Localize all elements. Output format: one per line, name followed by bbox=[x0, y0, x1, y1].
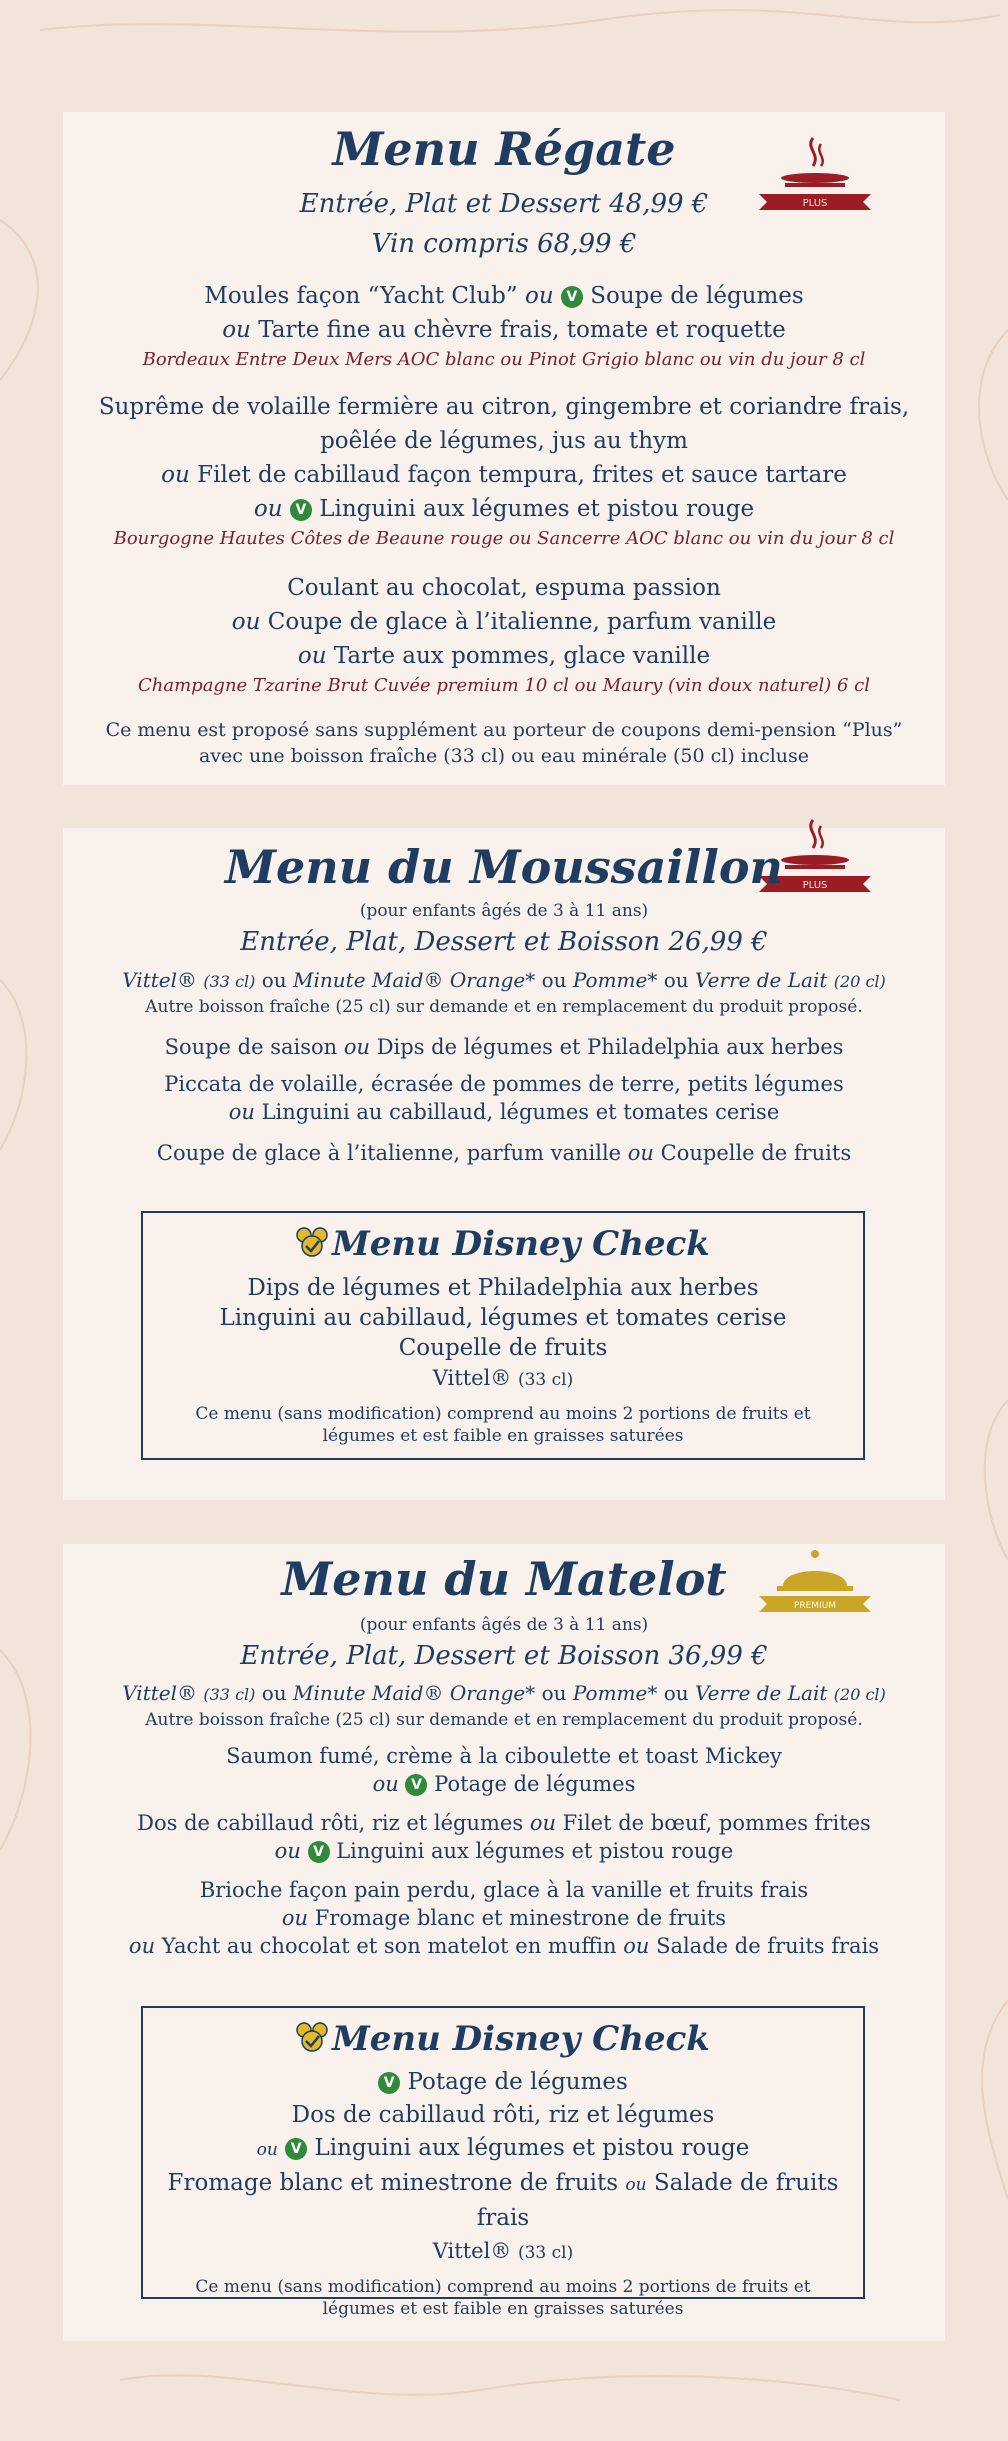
dish: Yacht au chocolat et son matelot en muffin bbox=[161, 1934, 617, 1958]
dish: Coupelle de fruits bbox=[660, 1141, 852, 1165]
dish: Tarte fine au chèvre frais, tomate et roquette bbox=[258, 317, 786, 343]
price-line: Entrée, Plat, Dessert et Boisson 36,99 € bbox=[240, 1641, 768, 1671]
or-label: ou bbox=[627, 1141, 654, 1165]
plus-badge-label: PLUS bbox=[802, 198, 828, 209]
drink: Vittel® bbox=[122, 1681, 198, 1705]
or-label: ou bbox=[372, 1772, 399, 1796]
check-item: Dips de légumes et Philadelphia aux herbes bbox=[247, 1275, 759, 1301]
dessert-section bbox=[63, 571, 945, 699]
drinks-note: Autre boisson fraîche (25 cl) sur demande et en remplacement du produit proposé. bbox=[145, 1710, 863, 1730]
dish: Piccata de volaille, écrasée de pommes de terre, petits légumes bbox=[164, 1072, 844, 1096]
check-drink: Vittel® bbox=[432, 1366, 512, 1390]
or-label: ou bbox=[541, 1681, 567, 1705]
menu-title: Menu du Moussaillon bbox=[225, 840, 783, 894]
or-label: ou bbox=[623, 1934, 650, 1958]
dish: poêlée de légumes, jus au thym bbox=[320, 428, 688, 454]
menu-title: Menu du Matelot bbox=[281, 1552, 727, 1606]
dish: Dips de légumes et Philadelphia aux herbes bbox=[376, 1035, 844, 1059]
dish: Potage de légumes bbox=[434, 1772, 636, 1796]
dish: Coupe de glace à l’italienne, parfum vanille bbox=[267, 609, 777, 635]
or-label: ou bbox=[261, 968, 287, 992]
or-label: ou bbox=[161, 462, 190, 488]
check-item: Linguini au cabillaud, légumes et tomates cerise bbox=[219, 1305, 787, 1331]
drink: Minute Maid® Orange* bbox=[293, 1681, 536, 1705]
vegetarian-v-icon: V bbox=[561, 286, 583, 308]
premium-badge-label: PREMIUM bbox=[793, 1601, 837, 1611]
dish: Dos de cabillaud rôti, riz et légumes bbox=[137, 1811, 524, 1835]
check-item: Salade de fruits frais bbox=[476, 2170, 839, 2231]
mickey-check-icon bbox=[296, 1227, 328, 1257]
or-label: ou bbox=[297, 643, 327, 669]
note-line: Ce menu est proposé sans supplément au porteur de coupons demi-pension “Plus” bbox=[105, 719, 903, 741]
dish: Linguini aux légumes et pistou rouge bbox=[336, 1839, 734, 1863]
or-label: ou bbox=[128, 1934, 156, 1958]
dish: Salade de fruits frais bbox=[656, 1934, 880, 1958]
check-note: légumes et est faible en graisses saturées bbox=[322, 1426, 684, 1446]
dish: Tarte aux pommes, glace vanille bbox=[333, 643, 711, 669]
or-label: ou bbox=[228, 1100, 255, 1124]
wine-pairing: Champagne Tzarine Brut Cuvée premium 10 cl ou Maury (vin doux naturel) 6 cl bbox=[138, 675, 870, 696]
drink-size: (33 cl) bbox=[517, 1370, 574, 1390]
or-label: ou bbox=[343, 1035, 371, 1059]
dish: Saumon fumé, crème à la ciboulette et toast Mickey bbox=[226, 1744, 782, 1768]
or-label: ou bbox=[231, 609, 261, 635]
drink-size: (33 cl) bbox=[203, 1685, 256, 1704]
dish: Filet de bœuf, pommes frites bbox=[562, 1811, 871, 1835]
menu-moussaillon-panel bbox=[63, 828, 945, 1500]
dish: Soupe de légumes bbox=[590, 283, 804, 309]
drinks-section bbox=[63, 966, 945, 1018]
vegetarian-v-icon: V bbox=[285, 2138, 307, 2160]
wine-pairing: Bordeaux Entre Deux Mers AOC blanc ou Pinot Grigio blanc ou vin du jour 8 cl bbox=[142, 349, 866, 370]
plus-badge-label: PLUS bbox=[802, 880, 828, 891]
drinks-note: Autre boisson fraîche (25 cl) sur demande et en remplacement du produit proposé. bbox=[145, 997, 863, 1017]
entree-section bbox=[63, 279, 945, 373]
dish: Linguini aux légumes et pistou rouge bbox=[319, 496, 755, 522]
drink-size: (20 cl) bbox=[833, 972, 886, 991]
check-item: Fromage blanc et minestrone de fruits bbox=[167, 2170, 619, 2196]
dish: Moules façon “Yacht Club” bbox=[204, 283, 518, 309]
check-title: Menu Disney Check bbox=[332, 2019, 710, 2059]
or-label: ou bbox=[663, 1681, 689, 1705]
wine-pairing: Bourgogne Hautes Côtes de Beaune rouge ou Sancerre AOC blanc ou vin du jour 8 cl bbox=[113, 528, 895, 549]
check-title: Menu Disney Check bbox=[332, 1224, 710, 1264]
drink: Minute Maid® Orange* bbox=[293, 968, 536, 992]
or-label: ou bbox=[281, 1906, 309, 1930]
check-item: Coupelle de fruits bbox=[398, 1335, 608, 1361]
check-note: Ce menu (sans modification) comprend au moins 2 portions de fruits et bbox=[195, 2277, 811, 2297]
plat-section bbox=[63, 390, 945, 552]
vegetarian-v-icon: V bbox=[290, 499, 312, 521]
disney-check-box bbox=[141, 1211, 865, 1460]
drink-size: (20 cl) bbox=[833, 1685, 886, 1704]
plat-section bbox=[63, 1809, 945, 1865]
dish: Brioche façon pain perdu, glace à la vanille et fruits frais bbox=[199, 1878, 809, 1902]
or-label: ou bbox=[222, 317, 251, 343]
dish: Soupe de saison bbox=[164, 1035, 338, 1059]
vegetarian-v-icon: V bbox=[405, 1774, 427, 1796]
or-label: ou bbox=[663, 968, 689, 992]
dish: Fromage blanc et minestrone de fruits bbox=[314, 1906, 727, 1930]
check-note: Ce menu (sans modification) comprend au moins 2 portions de fruits et bbox=[195, 1404, 811, 1424]
or-label: ou bbox=[529, 1811, 556, 1835]
drink-size: (33 cl) bbox=[517, 2243, 574, 2263]
check-drink: Vittel® bbox=[432, 2239, 512, 2263]
half-board-note bbox=[63, 717, 945, 769]
vegetarian-v-icon: V bbox=[378, 2072, 400, 2094]
price-line: Entrée, Plat, Dessert et Boisson 26,99 € bbox=[240, 927, 768, 957]
or-label: ou bbox=[625, 2175, 647, 2195]
dish: Coupe de glace à l’italienne, parfum vanille bbox=[156, 1141, 622, 1165]
vegetarian-v-icon: V bbox=[308, 1841, 330, 1863]
entree-section bbox=[63, 1030, 945, 1064]
drinks-section bbox=[63, 1679, 945, 1731]
or-label: ou bbox=[261, 1681, 287, 1705]
dish: Filet de cabillaud façon tempura, frites et sauce tartare bbox=[197, 462, 847, 488]
menu-regate-panel bbox=[63, 112, 945, 785]
drink: Pomme* bbox=[572, 1681, 658, 1705]
or-label: ou bbox=[524, 283, 554, 309]
drink: Vittel® bbox=[122, 968, 198, 992]
dish: Coulant au chocolat, espuma passion bbox=[287, 575, 721, 601]
drink: Verre de Lait bbox=[695, 1681, 828, 1705]
or-label: ou bbox=[274, 1839, 301, 1863]
menu-matelot-panel bbox=[63, 1544, 945, 2341]
note-line: avec une boisson fraîche (33 cl) ou eau minérale (50 cl) incluse bbox=[198, 745, 810, 767]
age-note: (pour enfants âgés de 3 à 11 ans) bbox=[359, 1615, 649, 1635]
plat-section bbox=[63, 1070, 945, 1126]
entree-section bbox=[63, 1742, 945, 1798]
dessert-section bbox=[63, 1876, 945, 1960]
drink: Verre de Lait bbox=[695, 968, 828, 992]
dessert-section bbox=[63, 1136, 945, 1170]
price-line-wine: Vin compris 68,99 € bbox=[371, 229, 637, 259]
drink: Pomme* bbox=[572, 968, 658, 992]
check-item: Linguini aux légumes et pistou rouge bbox=[314, 2135, 750, 2161]
or-label: ou bbox=[541, 968, 567, 992]
check-item: Dos de cabillaud rôti, riz et légumes bbox=[291, 2102, 715, 2128]
check-note: légumes et est faible en graisses saturées bbox=[322, 2299, 684, 2319]
drink-size: (33 cl) bbox=[203, 972, 256, 991]
menu-title: Menu Régate bbox=[332, 122, 676, 176]
or-label: ou bbox=[253, 496, 283, 522]
or-label: ou bbox=[256, 2140, 278, 2160]
age-note: (pour enfants âgés de 3 à 11 ans) bbox=[359, 901, 649, 921]
disney-check-box bbox=[141, 2006, 865, 2319]
mickey-check-icon bbox=[296, 2022, 328, 2052]
dish: Linguini au cabillaud, légumes et tomates cerise bbox=[261, 1100, 780, 1124]
dish: Suprême de volaille fermière au citron, gingembre et coriandre frais, bbox=[98, 394, 910, 420]
check-item: Potage de légumes bbox=[407, 2069, 628, 2095]
price-line: Entrée, Plat et Dessert 48,99 € bbox=[299, 189, 709, 219]
